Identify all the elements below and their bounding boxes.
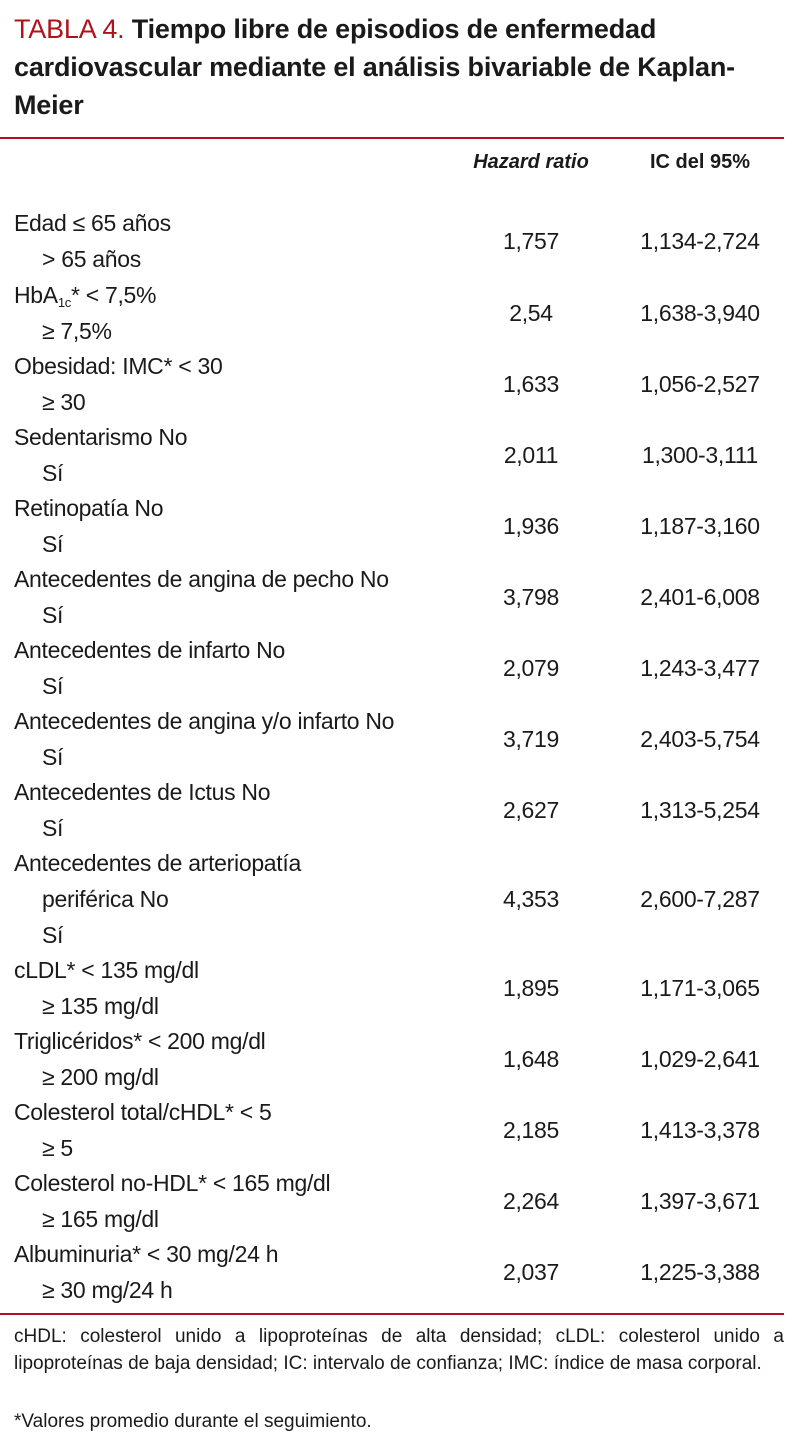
row-label-line: Edad ≤ 65 años xyxy=(14,210,171,236)
row-label-line: Retinopatía No xyxy=(14,495,164,521)
ic-value: 1,413-3,378 xyxy=(640,1117,760,1143)
row-label-line: ≥ 7,5% xyxy=(42,318,112,344)
ic-value: 1,187-3,160 xyxy=(640,513,760,539)
row-label-line: Antecedentes de angina de pecho No xyxy=(14,566,389,592)
hazard-ratio-value: 1,757 xyxy=(502,228,560,254)
hazard-ratio-value: 1,936 xyxy=(502,513,560,539)
row-label xyxy=(14,952,454,1024)
table-row xyxy=(0,348,784,420)
top-rule xyxy=(0,137,784,139)
ic-value: 2,401-6,008 xyxy=(640,584,760,610)
row-label xyxy=(14,1023,454,1095)
hazard-ratio-value: 4,353 xyxy=(502,886,560,912)
row-label-line: Antecedentes de infarto No xyxy=(14,637,285,663)
row-label xyxy=(14,490,454,562)
table-row xyxy=(0,419,784,491)
ic-value: 1,313-5,254 xyxy=(640,797,760,823)
table-row xyxy=(0,774,784,846)
row-label xyxy=(14,1236,454,1308)
table-row xyxy=(0,1236,784,1308)
row-label-line: Antecedentes de arteriopatía xyxy=(14,850,301,876)
table-row xyxy=(0,1023,784,1095)
ic-value: 1,638-3,940 xyxy=(640,300,760,326)
row-label-line: cLDL* < 135 mg/dl xyxy=(14,957,199,983)
row-label-line: HbA$_{1c}$* < 7,5% xyxy=(14,282,157,310)
row-label-line: Obesidad: IMC* < 30 xyxy=(14,353,223,379)
hazard-ratio-value: 2,011 xyxy=(503,442,559,468)
row-label-line: periférica No xyxy=(42,886,169,912)
ic-value: 1,300-3,111 xyxy=(641,442,759,468)
hazard-ratio-value: 1,633 xyxy=(502,371,560,397)
table-row xyxy=(0,561,784,633)
row-label xyxy=(14,703,454,775)
ic-value: 1,029-2,641 xyxy=(640,1046,760,1072)
row-label xyxy=(14,205,454,277)
row-label xyxy=(14,774,454,846)
ic-value: 2,403-5,754 xyxy=(640,726,760,752)
bottom-rule xyxy=(0,1313,784,1315)
row-label xyxy=(14,277,454,349)
hazard-ratio-value: 2,627 xyxy=(502,797,560,823)
row-label xyxy=(14,845,454,953)
column-header-ic: IC del 95% xyxy=(649,151,751,173)
hazard-ratio-value: 2,079 xyxy=(502,655,560,681)
table-row xyxy=(0,703,784,775)
row-label-line: ≥ 200 mg/dl xyxy=(42,1064,159,1090)
hazard-ratio-value: 2,185 xyxy=(502,1117,560,1143)
row-label xyxy=(14,1094,454,1166)
table-row xyxy=(0,205,784,277)
row-label-line: Sí xyxy=(42,922,64,948)
row-label-line: Sí xyxy=(42,744,64,770)
row-label xyxy=(14,348,454,420)
hazard-ratio-value: 2,037 xyxy=(502,1259,560,1285)
ic-value: 1,397-3,671 xyxy=(640,1188,760,1214)
row-label-line: Sí xyxy=(42,815,64,841)
row-label-line: Antecedentes de Ictus No xyxy=(14,779,271,805)
row-label-line: Sedentarismo No xyxy=(14,424,188,450)
table-row xyxy=(0,632,784,704)
footnote-asterisk: *Valores promedio durante el seguimiento. xyxy=(14,1411,372,1432)
row-label-line: ≥ 30 mg/24 h xyxy=(42,1277,173,1303)
table-row xyxy=(0,1094,784,1166)
row-label-line: Sí xyxy=(42,460,64,486)
table-row xyxy=(0,952,784,1024)
row-label xyxy=(14,1165,454,1237)
hazard-ratio-value: 2,54 xyxy=(509,300,553,326)
table-row xyxy=(0,1165,784,1237)
row-label xyxy=(14,561,454,633)
table-title xyxy=(14,10,784,124)
ic-value: 1,243-3,477 xyxy=(640,655,760,681)
row-label xyxy=(14,632,454,704)
ic-value: 1,134-2,724 xyxy=(640,228,760,254)
hazard-ratio-value: 3,719 xyxy=(502,726,560,752)
hazard-ratio-value: 1,648 xyxy=(502,1046,560,1072)
row-label-line: Colesterol total/cHDL* < 5 xyxy=(14,1099,272,1125)
row-label-line: ≥ 165 mg/dl xyxy=(42,1206,159,1232)
row-label-line: > 65 años xyxy=(42,246,141,272)
hazard-ratio-value: 3,798 xyxy=(502,584,560,610)
row-label-line: ≥ 5 xyxy=(42,1135,73,1161)
ic-value: 1,225-3,388 xyxy=(640,1259,760,1285)
row-label-line: ≥ 135 mg/dl xyxy=(42,993,159,1019)
hazard-ratio-value: 2,264 xyxy=(502,1188,560,1214)
row-label-line: ≥ 30 xyxy=(42,389,86,415)
row-label-line: Colesterol no-HDL* < 165 mg/dl xyxy=(14,1170,331,1196)
row-label-line: Sí xyxy=(42,602,64,628)
row-label-line: Albuminuria* < 30 mg/24 h xyxy=(14,1241,279,1267)
row-label-line: Sí xyxy=(42,531,64,557)
ic-value: 1,056-2,527 xyxy=(640,371,760,397)
row-label-line: Triglicéridos* < 200 mg/dl xyxy=(14,1028,266,1054)
table-caption: Tiempo libre de episodios de enfermedad cardiovascular mediante el análisis bivariable de Kaplan-Meier xyxy=(14,14,735,120)
row-label xyxy=(14,419,454,491)
column-header-hazard-ratio: Hazard ratio xyxy=(473,151,589,173)
table-row xyxy=(0,277,784,349)
table-row xyxy=(0,490,784,562)
hazard-ratio-value: 1,895 xyxy=(502,975,560,1001)
row-label-line: Sí xyxy=(42,673,64,699)
row-label-line: Antecedentes de angina y/o infarto No xyxy=(14,708,395,734)
ic-value: 1,171-3,065 xyxy=(640,975,760,1001)
ic-value: 2,600-7,287 xyxy=(640,886,760,912)
table-number: TABLA 4. xyxy=(14,14,125,44)
footnote-abbreviations: cHDL: colesterol unido a lipoproteínas de alta densidad; cLDL: colesterol unido a lipoproteínas de baja densidad; IC: intervalo de confianza; IMC: índice de masa corporal. xyxy=(14,1326,784,1374)
table-row xyxy=(0,845,784,953)
